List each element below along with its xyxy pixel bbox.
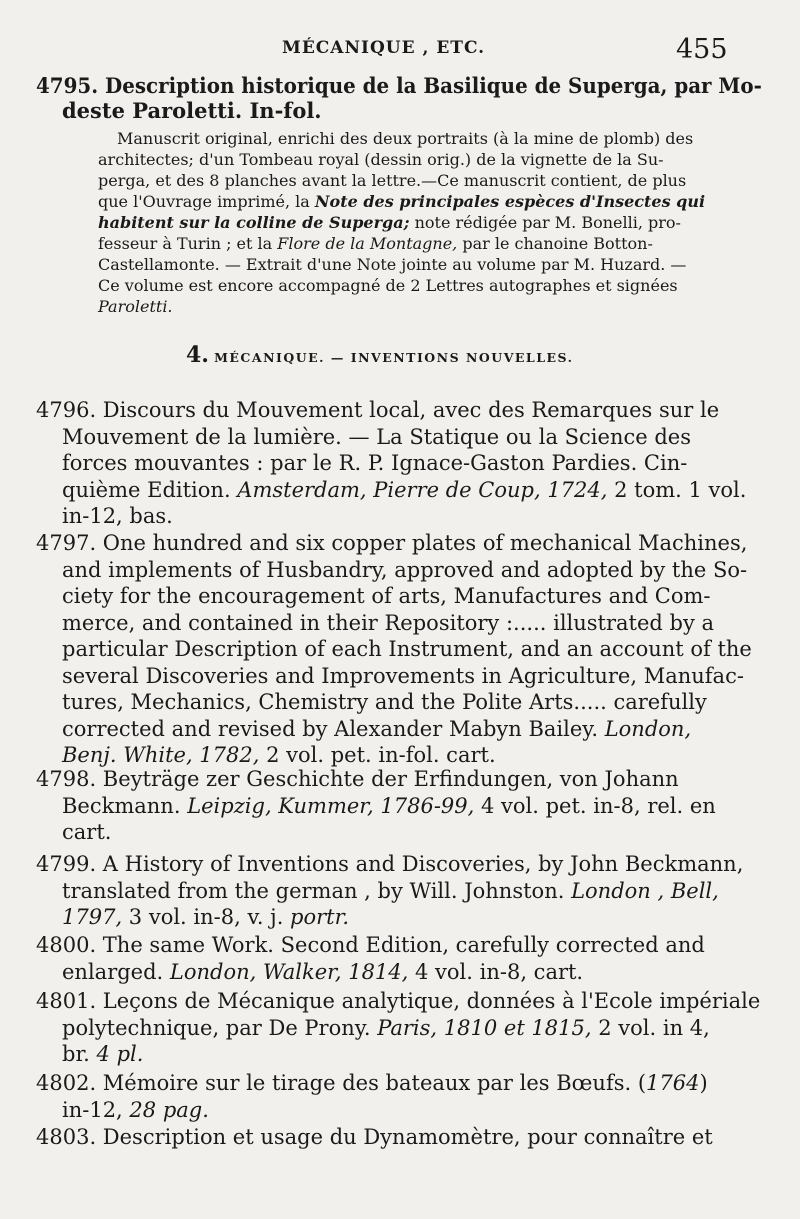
entry-line: particular Description of each Instrument, and an account of the	[62, 637, 752, 661]
entry-line: 4797. One hundred and six copper plates of mechanical Machines,	[36, 531, 748, 555]
entry-line: translated from the german , by Will. Johnston. London , Bell,	[62, 878, 719, 903]
note-line: Manuscrit original, enrichi des deux portraits (à la mine de plomb) des	[117, 129, 694, 148]
entry-line: Benj. White, 1782, 2 vol. pet. in-fol. cart.	[62, 743, 496, 767]
entry-line: 4800. The same Work. Second Edition, carefully corrected and	[36, 933, 705, 957]
entry-line: quième Edition. Amsterdam, Pierre de Coup, 1724, 2 tom. 1 vol.	[62, 477, 747, 502]
section-heading: 4. MÉCANIQUE. — INVENTIONS NOUVELLES.	[186, 342, 574, 368]
entry-line: cart.	[62, 820, 112, 844]
entry-line: Beckmann. Leipzig, Kummer, 1786-99, 4 vol. pet. in-8, rel. en	[62, 793, 716, 818]
entry-line: corrected and revised by Alexander Mabyn Bailey. London,	[62, 716, 692, 741]
entry-line: merce, and contained in their Repository :..... illustrated by a	[62, 610, 715, 635]
note-line: perga, et des 8 planches avant la lettre.—Ce manuscrit contient, de plus	[98, 171, 687, 190]
note-line: habitent sur la colline de Superga; note rédigée par M. Bonelli, pro-	[98, 213, 681, 232]
entry-line: ciety for the encouragement of arts, Manufactures and Com-	[62, 584, 711, 608]
entry-line: in-12, 28 pag.	[62, 1097, 209, 1122]
entry-line: forces mouvantes : par le R. P. Ignace-Gaston Pardies. Cin-	[62, 451, 688, 475]
note-line: Paroletti.	[98, 297, 173, 316]
entry-line: Mouvement de la lumière. — La Statique ou la Science des	[62, 424, 691, 449]
entry-line: tures, Mechanics, Chemistry and the Polite Arts..... carefully	[62, 690, 707, 714]
entry-line: 4798. Beyträge zer Geschichte der Erfindungen, von Johann	[36, 767, 679, 791]
note-line: Ce volume est encore accompagné de 2 Lettres autographes et signées	[98, 276, 678, 295]
entry-line: 4802. Mémoire sur le tirage des bateaux par les Bœufs. (1764)	[36, 1071, 708, 1095]
entry-line: in-12, bas.	[62, 504, 173, 528]
running-head	[0, 34, 800, 64]
entry-line: 4799. A History of Inventions and Discoveries, by John Beckmann,	[36, 852, 744, 876]
note-line: Castellamonte. — Extrait d'une Note jointe au volume par M. Huzard. —	[98, 255, 687, 274]
entry-line: 4803. Description et usage du Dynamomètre, pour connaître et	[36, 1125, 713, 1149]
entry-line: 4801. Leçons de Mécanique analytique, données à l'Ecole impériale	[36, 989, 761, 1013]
entry-line: enlarged. London, Walker, 1814, 4 vol. in-8, cart.	[62, 959, 584, 984]
note-line: architectes; d'un Tombeau royal (dessin orig.) de la vignette de la Su-	[98, 150, 664, 169]
running-head-title: MÉCANIQUE , ETC.	[282, 38, 486, 58]
entry-line: deste Paroletti. In-fol.	[62, 98, 322, 123]
note-line: fesseur à Turin ; et la Flore de la Montagne, par le chanoine Botton-	[98, 234, 653, 253]
page-number: 455	[676, 34, 728, 65]
entry-line: several Discoveries and Improvements in Agriculture, Manufac-	[62, 663, 744, 688]
entry-line: polytechnique, par De Prony. Paris, 1810 et 1815, 2 vol. in 4,	[62, 1015, 710, 1040]
entry-line: 1797, 3 vol. in-8, v. j. portr.	[62, 905, 350, 929]
entry-line: br. 4 pl.	[62, 1042, 144, 1066]
note-line: que l'Ouvrage imprimé, la Note des principales espèces d'Insectes qui	[98, 192, 706, 211]
entry-line: 4796. Discours du Mouvement local, avec des Remarques sur le	[36, 398, 720, 422]
entry-line: and implements of Husbandry, approved and adopted by the So-	[62, 557, 748, 582]
entry-line: 4795. Description historique de la Basilique de Superga, par Mo-	[36, 73, 762, 98]
